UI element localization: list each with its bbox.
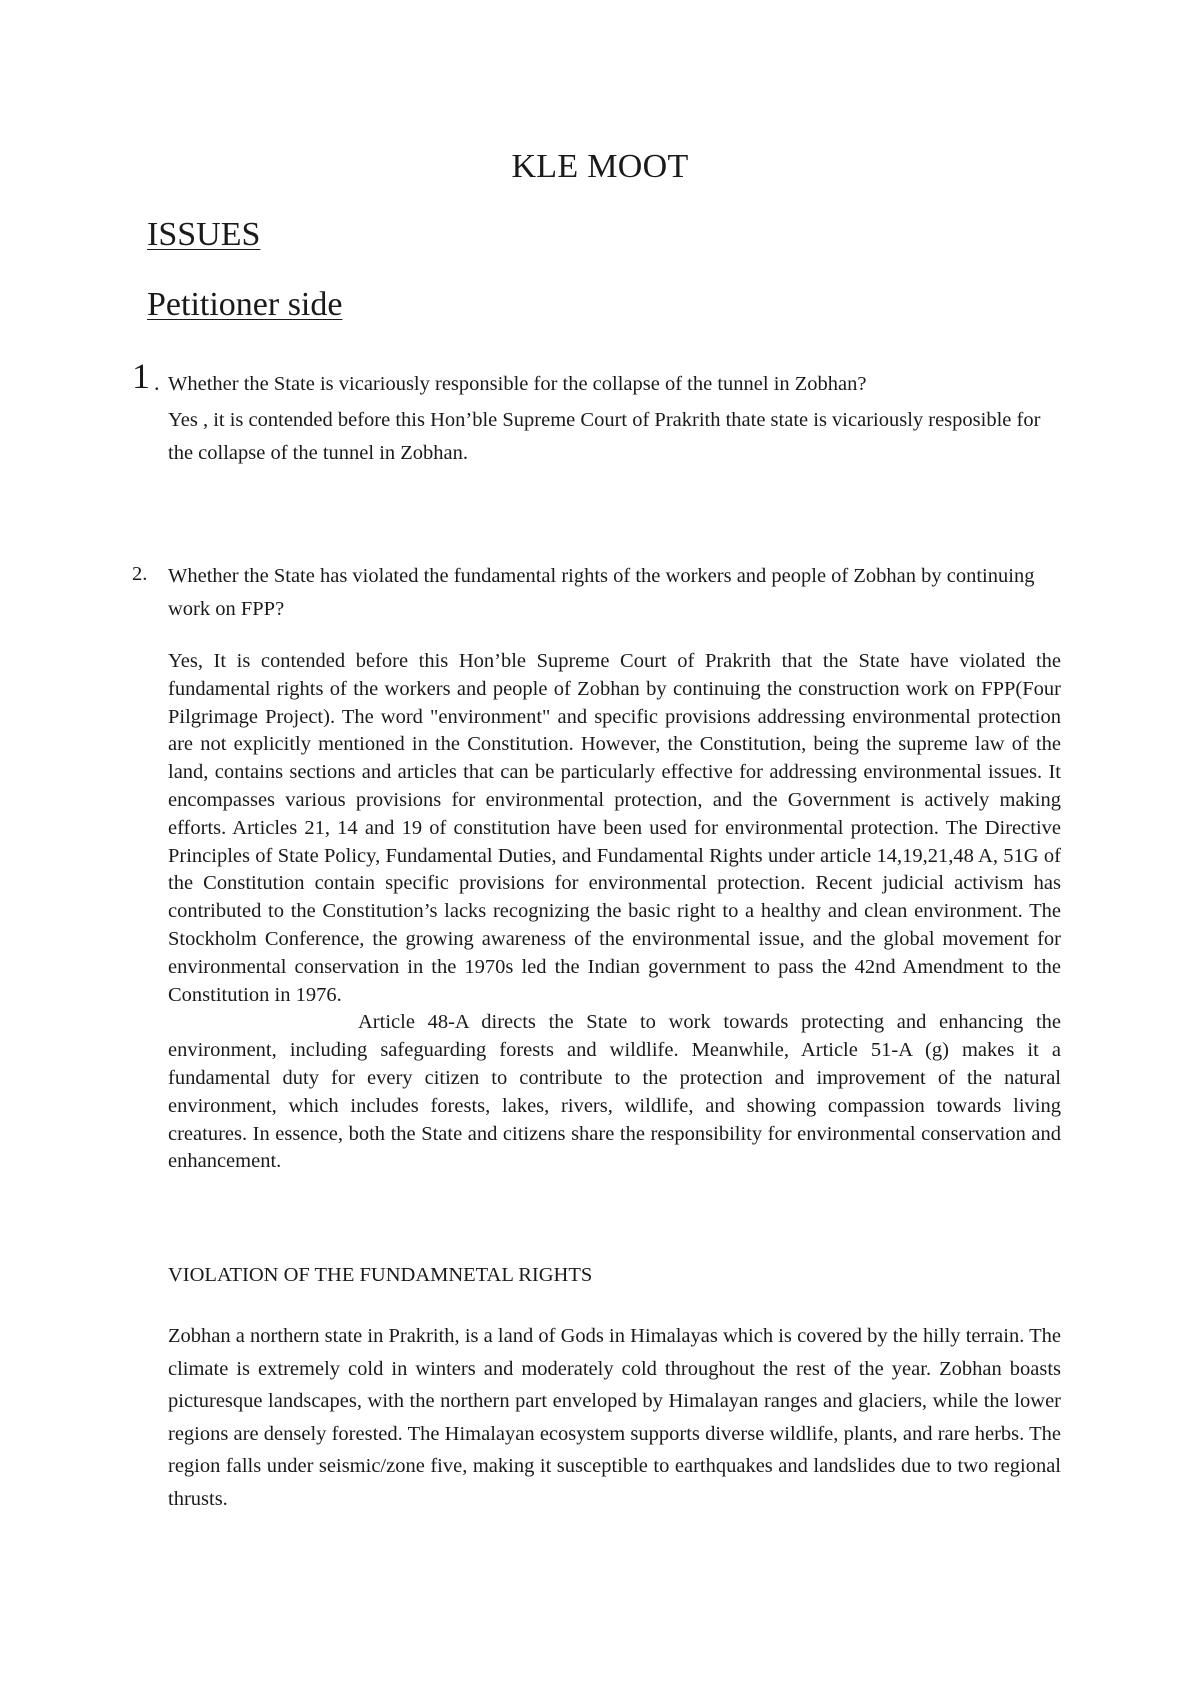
issue-1-answer: Yes , it is contended before this Hon’ble Supreme Court of Prakrith thate state is vicariously resposible for the collapse of the tunnel in Zobhan. — [168, 409, 1041, 464]
violation-heading: VIOLATION OF THE FUNDAMNETAL RIGHTS — [168, 1264, 593, 1286]
issue-2-answer-part2: Article 48-A directs the State to work towards protecting and enhancing the environment, including safeguarding forests and wildlife. Meanwhile, Article 51-A (g) makes it a fundamental duty for every citizen to contribute to the protection and improvement of the natural environment, which includes forests, lakes, rivers, wildlife, and showing compassion towards living creatures. In essence, both the State and citizens share the responsibility for environmental conservation and enhancement. — [168, 1011, 1061, 1173]
issue-2-answer-part1: Yes, It is contended before this Hon’ble Supreme Court of Prakrith that the State have violated the fundamental rights of the workers and people of Zobhan by continuing the construction work on FPP(Four Pilgrimage Project). The word "environment" and specific provisions addressing environmental protection are not explicitly mentioned in the Constitution. However, the Constitution, being the supreme law of the land, contains sections and articles that can be particularly effective for addressing environmental issues. It encompasses various provisions for environmental protection, and the Government is actively making efforts. Articles 21, 14 and 19 of constitution have been used for environmental protection. The Directive Principles of State Policy, Fundamental Duties, and Fundamental Rights under article 14,19,21,48 A, 51G of the Constitution contain specific provisions for environmental protection. Recent judicial activism has contributed to the Constitution’s lacks recognizing the basic right to a healthy and clean environment. The Stockholm Conference, the growing awareness of the environmental issue, and the global movement for environmental conservation in the 1970s led the Indian government to pass the 42nd Amendment to the Constitution in 1976. — [168, 650, 1061, 1006]
issue-1-number: 1 — [132, 356, 150, 396]
issue-2-answer — [168, 648, 1061, 1176]
section-heading: ISSUES — [147, 216, 261, 253]
subheading: Petitioner side — [147, 286, 343, 323]
issue-1-question: Whether the State is vicariously responsible for the collapse of the tunnel in Zobhan? — [168, 373, 867, 395]
issue-2-question: Whether the State has violated the fundamental rights of the workers and people of Zobhan by continuing work on FPP? — [168, 565, 1035, 620]
zobhan-paragraph: Zobhan a northern state in Prakrith, is a land of Gods in Himalayas which is covered by the hilly terrain. The climate is extremely cold in winters and moderately cold throughout the rest of the year. Zobhan boasts picturesque landscapes, with the northern part enveloped by Himalayan ranges and glaciers, while the lower regions are densely forested. The Himalayan ecosystem supports diverse wildlife, plants, and rare herbs. The region falls under seismic/zone five, making it susceptible to earthquakes and landslides due to two regional thrusts. — [168, 1325, 1061, 1510]
issue-1-dot: . — [154, 370, 160, 395]
issue-2-number: 2. — [132, 563, 148, 585]
document-title: KLE MOOT — [511, 148, 689, 185]
